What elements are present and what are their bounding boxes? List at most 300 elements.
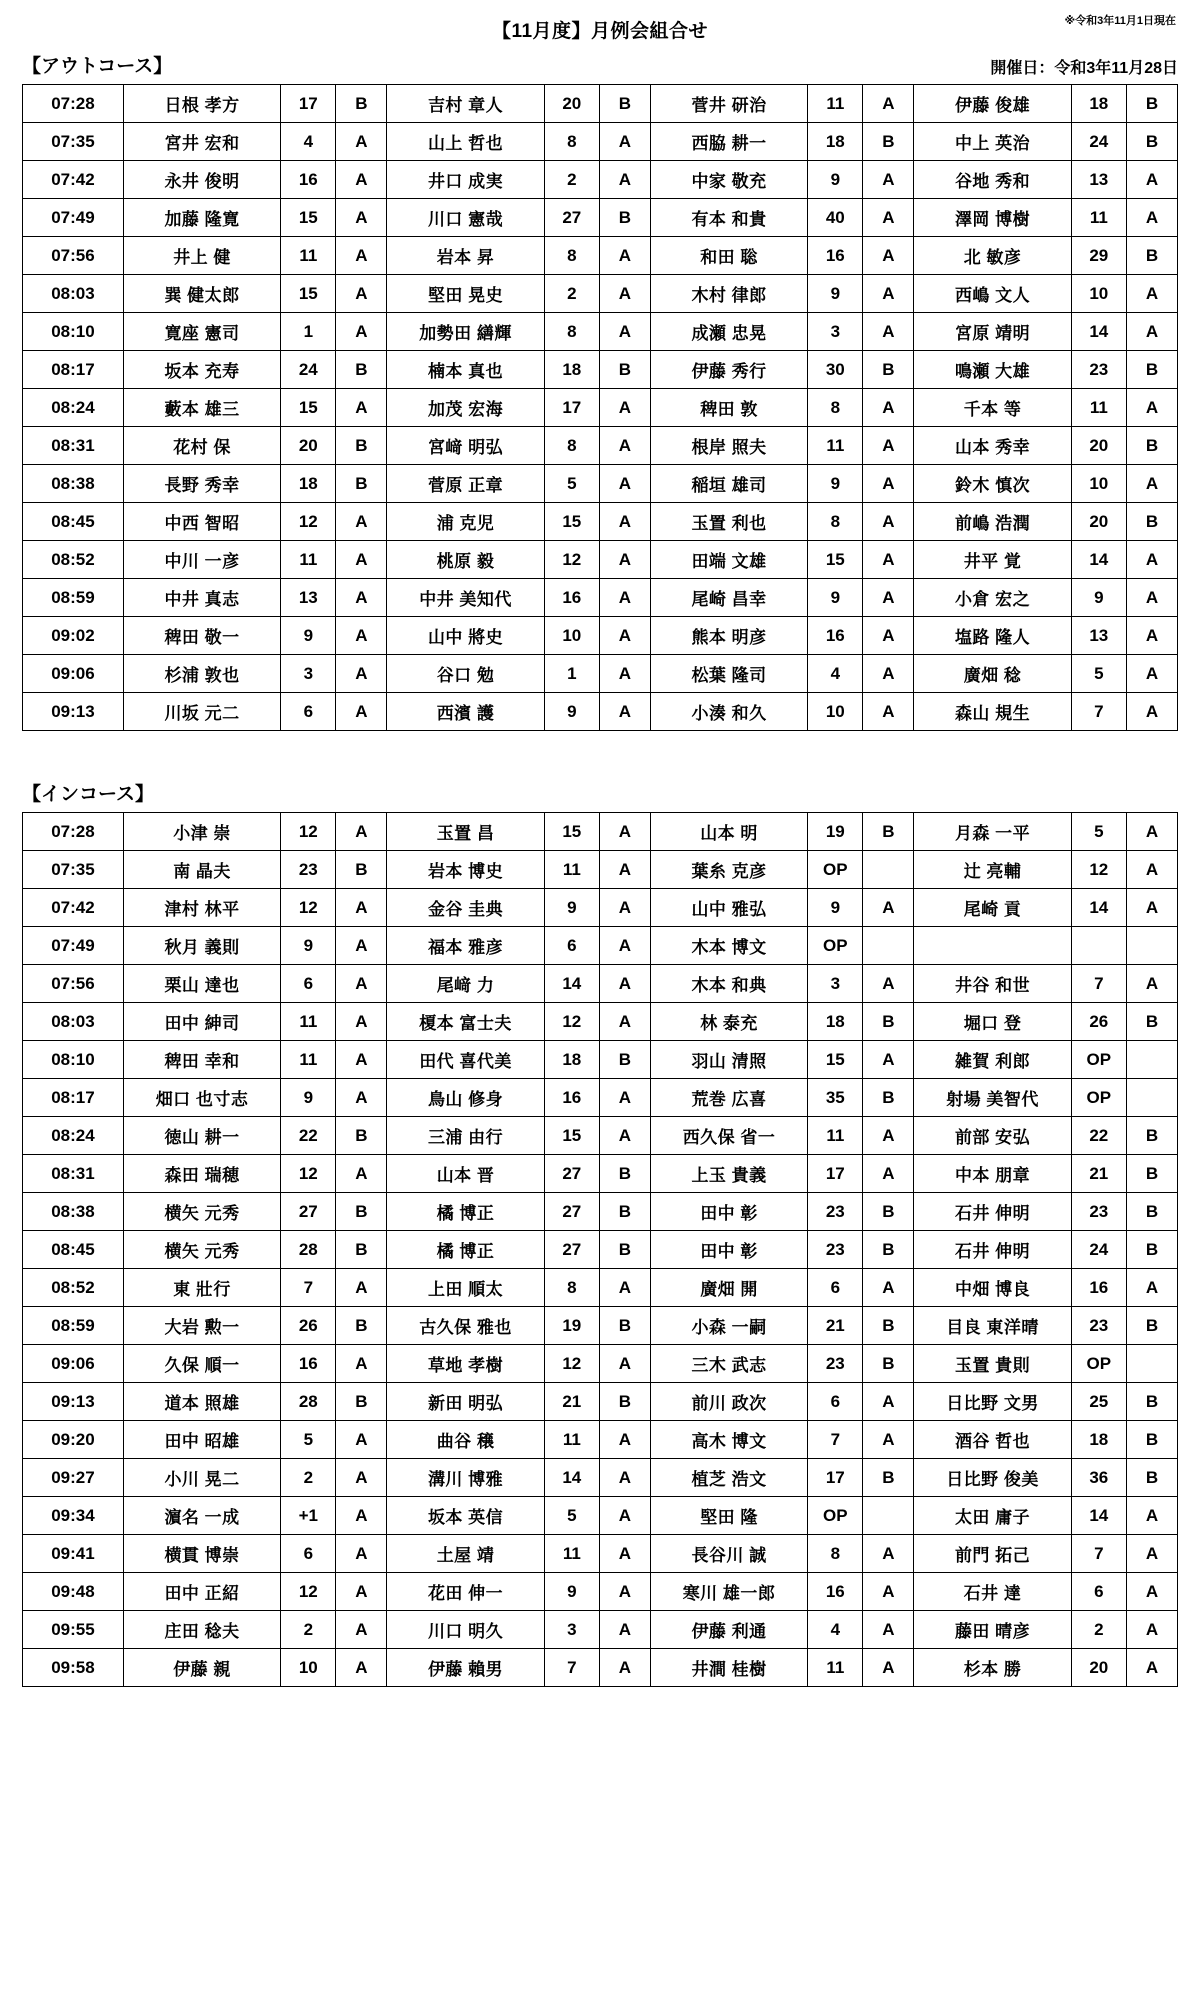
player-name-cell: 加茂 宏海	[387, 389, 544, 427]
player-class-cell: B	[1126, 1117, 1177, 1155]
player-name-cell: 加藤 隆寛	[123, 199, 280, 237]
player-handicap-cell: 7	[1071, 693, 1126, 731]
player-handicap-cell: 16	[281, 161, 336, 199]
player-name-cell: 庄田 稔夫	[123, 1611, 280, 1649]
player-name-cell: 前川 政次	[650, 1383, 807, 1421]
player-class-cell: A	[1126, 889, 1177, 927]
player-handicap-cell: 1	[544, 655, 599, 693]
player-handicap-cell: 27	[281, 1193, 336, 1231]
player-name-cell: 新田 明弘	[387, 1383, 544, 1421]
player-class-cell: A	[599, 427, 650, 465]
player-class-cell: B	[336, 351, 387, 389]
player-class-cell: B	[336, 1307, 387, 1345]
tee-time-cell: 08:24	[23, 1117, 124, 1155]
player-handicap-cell: 2	[544, 161, 599, 199]
table-row	[23, 889, 1178, 927]
player-handicap-cell: 9	[808, 161, 863, 199]
player-name-cell: 中家 敬充	[650, 161, 807, 199]
player-handicap-cell: 20	[1071, 427, 1126, 465]
player-class-cell: A	[599, 1079, 650, 1117]
player-name-cell: 川坂 元二	[123, 693, 280, 731]
player-name-cell: 小津 崇	[123, 813, 280, 851]
player-handicap-cell: 21	[808, 1307, 863, 1345]
player-name-cell: 荒巻 広喜	[650, 1079, 807, 1117]
player-handicap-cell: 7	[544, 1649, 599, 1687]
player-handicap-cell: 4	[808, 655, 863, 693]
player-class-cell: B	[336, 851, 387, 889]
player-class-cell: B	[1126, 503, 1177, 541]
player-name-cell: 南 晶夫	[123, 851, 280, 889]
player-handicap-cell: 19	[544, 1307, 599, 1345]
player-class-cell: A	[1126, 275, 1177, 313]
player-handicap-cell: 12	[544, 541, 599, 579]
player-name-cell: 石井 伸明	[914, 1231, 1071, 1269]
player-class-cell: B	[1126, 1231, 1177, 1269]
player-name-cell: 川口 明久	[387, 1611, 544, 1649]
player-handicap-cell: 8	[544, 313, 599, 351]
player-name-cell: 伊藤 秀行	[650, 351, 807, 389]
table-row	[23, 237, 1178, 275]
player-handicap-cell: 18	[1071, 85, 1126, 123]
player-handicap-cell: 8	[544, 427, 599, 465]
player-class-cell: A	[863, 1269, 914, 1307]
player-class-cell	[863, 927, 914, 965]
player-handicap-cell: 15	[544, 813, 599, 851]
player-class-cell	[863, 851, 914, 889]
player-class-cell	[1126, 927, 1177, 965]
tee-time-cell: 08:52	[23, 1269, 124, 1307]
player-handicap-cell: 18	[544, 351, 599, 389]
player-class-cell: A	[336, 965, 387, 1003]
player-name-cell: 中本 朋章	[914, 1155, 1071, 1193]
tee-time-cell: 08:38	[23, 1193, 124, 1231]
player-handicap-cell: 10	[808, 693, 863, 731]
player-class-cell: B	[599, 1041, 650, 1079]
out-course-label: 【アウトコース】	[22, 56, 173, 77]
table-row	[23, 579, 1178, 617]
table-row	[23, 1079, 1178, 1117]
tee-time-cell: 07:35	[23, 851, 124, 889]
player-handicap-cell: 9	[544, 693, 599, 731]
table-row	[23, 617, 1178, 655]
player-class-cell: B	[599, 85, 650, 123]
player-handicap-cell: 23	[808, 1193, 863, 1231]
player-name-cell	[914, 927, 1071, 965]
player-class-cell: B	[1126, 1421, 1177, 1459]
table-row	[23, 1421, 1178, 1459]
player-name-cell: 葉糸 克彦	[650, 851, 807, 889]
player-handicap-cell: 3	[544, 1611, 599, 1649]
player-name-cell: 澤岡 博樹	[914, 199, 1071, 237]
player-handicap-cell: 26	[281, 1307, 336, 1345]
player-handicap-cell: 11	[808, 1117, 863, 1155]
player-handicap-cell: 20	[1071, 503, 1126, 541]
player-name-cell: 橘 博正	[387, 1231, 544, 1269]
player-handicap-cell: 17	[808, 1155, 863, 1193]
player-handicap-cell: +1	[281, 1497, 336, 1535]
player-name-cell: 西嶋 文人	[914, 275, 1071, 313]
player-name-cell: 横貫 博崇	[123, 1535, 280, 1573]
tee-time-cell: 09:13	[23, 1383, 124, 1421]
player-handicap-cell: 8	[808, 1535, 863, 1573]
player-handicap-cell: 18	[808, 1003, 863, 1041]
player-name-cell: 上田 順太	[387, 1269, 544, 1307]
tee-time-cell: 09:13	[23, 693, 124, 731]
player-class-cell: A	[599, 465, 650, 503]
table-row	[23, 1269, 1178, 1307]
player-handicap-cell: 35	[808, 1079, 863, 1117]
table-row	[23, 1003, 1178, 1041]
player-class-cell: A	[599, 541, 650, 579]
player-name-cell: 山本 晋	[387, 1155, 544, 1193]
player-class-cell: A	[599, 965, 650, 1003]
player-name-cell: 菅原 正章	[387, 465, 544, 503]
player-name-cell: 徳山 耕一	[123, 1117, 280, 1155]
player-handicap-cell: 23	[808, 1231, 863, 1269]
player-name-cell: 寒川 雄一郎	[650, 1573, 807, 1611]
player-handicap-cell: 24	[1071, 1231, 1126, 1269]
player-class-cell: B	[599, 1231, 650, 1269]
player-handicap-cell: 27	[544, 1155, 599, 1193]
player-handicap-cell: 9	[808, 465, 863, 503]
player-class-cell: B	[599, 199, 650, 237]
player-name-cell: 中上 英治	[914, 123, 1071, 161]
player-handicap-cell: 15	[281, 275, 336, 313]
tee-time-cell: 09:34	[23, 1497, 124, 1535]
player-name-cell: 森田 瑞穂	[123, 1155, 280, 1193]
tee-time-cell: 07:49	[23, 927, 124, 965]
player-name-cell: 目良 東洋晴	[914, 1307, 1071, 1345]
player-name-cell: 古久保 雅也	[387, 1307, 544, 1345]
player-handicap-cell: 11	[808, 427, 863, 465]
player-class-cell: A	[336, 1269, 387, 1307]
player-class-cell: A	[863, 427, 914, 465]
player-class-cell: A	[1126, 579, 1177, 617]
player-handicap-cell: 5	[1071, 655, 1126, 693]
table-row	[23, 1231, 1178, 1269]
tee-time-cell: 07:56	[23, 965, 124, 1003]
player-name-cell: 井口 成実	[387, 161, 544, 199]
player-class-cell: A	[863, 1611, 914, 1649]
player-name-cell: 太田 庸子	[914, 1497, 1071, 1535]
player-class-cell: A	[599, 161, 650, 199]
player-name-cell: 高木 博文	[650, 1421, 807, 1459]
player-class-cell: A	[863, 313, 914, 351]
player-handicap-cell: OP	[1071, 1041, 1126, 1079]
player-handicap-cell: 10	[1071, 465, 1126, 503]
table-row	[23, 1041, 1178, 1079]
player-handicap-cell: 6	[808, 1383, 863, 1421]
player-handicap-cell: 5	[281, 1421, 336, 1459]
player-name-cell: 永井 俊明	[123, 161, 280, 199]
player-name-cell: 秋月 義則	[123, 927, 280, 965]
player-class-cell: A	[863, 1155, 914, 1193]
player-handicap-cell: 12	[281, 503, 336, 541]
tee-time-cell: 08:59	[23, 579, 124, 617]
player-name-cell: 田中 正紹	[123, 1573, 280, 1611]
table-row	[23, 465, 1178, 503]
player-name-cell: 伊藤 利通	[650, 1611, 807, 1649]
player-handicap-cell: 13	[281, 579, 336, 617]
player-handicap-cell: 11	[544, 1535, 599, 1573]
table-row	[23, 427, 1178, 465]
player-name-cell: 山本 秀幸	[914, 427, 1071, 465]
player-class-cell: B	[599, 351, 650, 389]
player-handicap-cell: 28	[281, 1231, 336, 1269]
player-handicap-cell: 12	[544, 1003, 599, 1041]
tee-time-cell: 08:10	[23, 313, 124, 351]
player-class-cell: B	[1126, 123, 1177, 161]
player-name-cell: 楠本 真也	[387, 351, 544, 389]
player-class-cell: A	[336, 1041, 387, 1079]
player-class-cell: B	[336, 465, 387, 503]
player-handicap-cell: OP	[808, 1497, 863, 1535]
player-handicap-cell: 4	[808, 1611, 863, 1649]
player-name-cell: 木村 律郎	[650, 275, 807, 313]
player-class-cell: B	[863, 1459, 914, 1497]
player-handicap-cell: 24	[1071, 123, 1126, 161]
player-handicap-cell: 16	[281, 1345, 336, 1383]
player-handicap-cell: 11	[1071, 199, 1126, 237]
player-handicap-cell: 18	[544, 1041, 599, 1079]
player-class-cell: A	[336, 1459, 387, 1497]
player-name-cell: 松葉 隆司	[650, 655, 807, 693]
player-class-cell: A	[863, 1421, 914, 1459]
player-name-cell: 中井 美知代	[387, 579, 544, 617]
player-name-cell: 金谷 圭典	[387, 889, 544, 927]
player-name-cell: 千本 等	[914, 389, 1071, 427]
table-row	[23, 813, 1178, 851]
player-name-cell: 伊藤 賴男	[387, 1649, 544, 1687]
table-row	[23, 693, 1178, 731]
player-handicap-cell: 11	[281, 237, 336, 275]
player-class-cell: A	[863, 465, 914, 503]
player-handicap-cell: 17	[808, 1459, 863, 1497]
player-class-cell: A	[863, 889, 914, 927]
player-class-cell: B	[1126, 1307, 1177, 1345]
player-handicap-cell: 23	[808, 1345, 863, 1383]
player-name-cell: 稗田 敦	[650, 389, 807, 427]
table-row	[23, 161, 1178, 199]
player-name-cell: 田端 文雄	[650, 541, 807, 579]
player-class-cell: B	[1126, 1155, 1177, 1193]
player-name-cell: 尾崎 貢	[914, 889, 1071, 927]
player-handicap-cell: 2	[544, 275, 599, 313]
player-handicap-cell: 6	[281, 965, 336, 1003]
player-class-cell	[1126, 1079, 1177, 1117]
player-handicap-cell: 12	[281, 1573, 336, 1611]
player-name-cell: 羽山 清照	[650, 1041, 807, 1079]
player-name-cell: 桃原 毅	[387, 541, 544, 579]
player-class-cell: A	[863, 503, 914, 541]
tee-time-cell: 08:59	[23, 1307, 124, 1345]
player-class-cell: B	[336, 85, 387, 123]
player-handicap-cell: 9	[544, 889, 599, 927]
table-row	[23, 389, 1178, 427]
player-name-cell: 小倉 宏之	[914, 579, 1071, 617]
player-name-cell: 林 泰充	[650, 1003, 807, 1041]
player-handicap-cell: 15	[281, 199, 336, 237]
player-name-cell: 藪本 雄三	[123, 389, 280, 427]
player-handicap-cell: 22	[1071, 1117, 1126, 1155]
tee-time-cell: 07:35	[23, 123, 124, 161]
player-class-cell: A	[336, 1079, 387, 1117]
player-handicap-cell: 12	[281, 1155, 336, 1193]
player-name-cell: 田中 紳司	[123, 1003, 280, 1041]
player-name-cell: 草地 孝樹	[387, 1345, 544, 1383]
player-class-cell: A	[863, 275, 914, 313]
player-handicap-cell: 8	[544, 237, 599, 275]
in-course-label: 【インコース】	[22, 784, 155, 805]
tee-time-cell: 07:42	[23, 889, 124, 927]
table-row	[23, 313, 1178, 351]
player-handicap-cell: 9	[808, 579, 863, 617]
player-name-cell: 大岩 勲一	[123, 1307, 280, 1345]
player-name-cell: 吉村 章人	[387, 85, 544, 123]
table-row	[23, 85, 1178, 123]
player-name-cell: 菅井 研治	[650, 85, 807, 123]
section-spacer	[22, 731, 1178, 771]
player-class-cell: B	[863, 123, 914, 161]
player-name-cell: 鳴瀬 大雄	[914, 351, 1071, 389]
player-handicap-cell: 12	[281, 813, 336, 851]
tee-time-cell: 09:27	[23, 1459, 124, 1497]
player-handicap-cell: OP	[1071, 1345, 1126, 1383]
player-handicap-cell: 7	[281, 1269, 336, 1307]
player-name-cell: 西濱 護	[387, 693, 544, 731]
tee-time-cell: 09:58	[23, 1649, 124, 1687]
player-class-cell: A	[599, 1497, 650, 1535]
player-handicap-cell: 36	[1071, 1459, 1126, 1497]
player-name-cell: 山上 哲也	[387, 123, 544, 161]
player-name-cell: 山中 將史	[387, 617, 544, 655]
player-name-cell: 土屋 靖	[387, 1535, 544, 1573]
player-class-cell: B	[863, 1079, 914, 1117]
player-handicap-cell: 6	[281, 1535, 336, 1573]
player-handicap-cell: 16	[544, 1079, 599, 1117]
player-class-cell: A	[1126, 813, 1177, 851]
player-handicap-cell: 7	[1071, 965, 1126, 1003]
player-handicap-cell: 8	[544, 1269, 599, 1307]
player-handicap-cell: 14	[1071, 1497, 1126, 1535]
player-handicap-cell: 15	[544, 1117, 599, 1155]
player-class-cell: A	[599, 1535, 650, 1573]
out-course-table	[22, 84, 1178, 731]
player-class-cell: A	[1126, 1573, 1177, 1611]
table-row	[23, 123, 1178, 161]
tee-time-cell: 08:17	[23, 351, 124, 389]
player-name-cell: 巽 健太郎	[123, 275, 280, 313]
player-name-cell: 三浦 由行	[387, 1117, 544, 1155]
tee-time-cell: 08:03	[23, 1003, 124, 1041]
player-name-cell: 岩本 昇	[387, 237, 544, 275]
player-class-cell: B	[336, 1231, 387, 1269]
player-class-cell: A	[336, 1421, 387, 1459]
player-class-cell: A	[336, 389, 387, 427]
player-handicap-cell: 11	[1071, 389, 1126, 427]
player-handicap-cell: 10	[281, 1649, 336, 1687]
player-class-cell: B	[1126, 427, 1177, 465]
player-class-cell: B	[1126, 1003, 1177, 1041]
player-name-cell: 長谷川 誠	[650, 1535, 807, 1573]
player-name-cell: 中井 真志	[123, 579, 280, 617]
player-handicap-cell: 13	[1071, 161, 1126, 199]
player-class-cell: A	[336, 503, 387, 541]
tee-time-cell: 09:06	[23, 655, 124, 693]
player-class-cell: A	[599, 237, 650, 275]
player-class-cell: B	[1126, 237, 1177, 275]
player-handicap-cell: 23	[1071, 351, 1126, 389]
table-row	[23, 541, 1178, 579]
player-name-cell: 玉置 利也	[650, 503, 807, 541]
player-name-cell: 田中 彰	[650, 1231, 807, 1269]
player-handicap-cell: 27	[544, 199, 599, 237]
player-class-cell: A	[336, 813, 387, 851]
player-name-cell: 福本 雅彦	[387, 927, 544, 965]
player-name-cell: 三木 武志	[650, 1345, 807, 1383]
player-class-cell: A	[599, 813, 650, 851]
player-name-cell: 久保 順一	[123, 1345, 280, 1383]
in-course-table	[22, 812, 1178, 1687]
player-handicap-cell: 20	[1071, 1649, 1126, 1687]
player-handicap-cell: 16	[808, 617, 863, 655]
player-class-cell: A	[599, 1345, 650, 1383]
player-class-cell: A	[599, 927, 650, 965]
player-handicap-cell: 24	[281, 351, 336, 389]
player-class-cell: A	[863, 237, 914, 275]
player-class-cell: B	[1126, 351, 1177, 389]
player-class-cell: B	[1126, 1193, 1177, 1231]
player-class-cell: B	[863, 1307, 914, 1345]
table-row	[23, 1535, 1178, 1573]
player-name-cell: 宮﨑 明弘	[387, 427, 544, 465]
tee-time-cell: 09:55	[23, 1611, 124, 1649]
player-handicap-cell: 9	[281, 617, 336, 655]
player-handicap-cell: 11	[808, 85, 863, 123]
player-name-cell: 木本 博文	[650, 927, 807, 965]
player-handicap-cell: 30	[808, 351, 863, 389]
player-class-cell: A	[863, 617, 914, 655]
player-class-cell: A	[599, 1573, 650, 1611]
player-name-cell: 溝川 博雅	[387, 1459, 544, 1497]
player-handicap-cell: 12	[544, 1345, 599, 1383]
tee-time-cell: 09:20	[23, 1421, 124, 1459]
player-handicap-cell: 27	[544, 1193, 599, 1231]
player-handicap-cell: 6	[808, 1269, 863, 1307]
player-class-cell: B	[599, 1155, 650, 1193]
player-class-cell: A	[863, 1383, 914, 1421]
player-name-cell: 月森 一平	[914, 813, 1071, 851]
player-handicap-cell: 21	[1071, 1155, 1126, 1193]
player-handicap-cell: 2	[281, 1459, 336, 1497]
table-row	[23, 965, 1178, 1003]
table-row	[23, 655, 1178, 693]
player-name-cell: 横矢 元秀	[123, 1231, 280, 1269]
in-course-header	[22, 779, 1178, 806]
table-row	[23, 1573, 1178, 1611]
player-name-cell: 宮井 宏和	[123, 123, 280, 161]
player-name-cell: 根岸 照夫	[650, 427, 807, 465]
player-name-cell: 植芝 浩文	[650, 1459, 807, 1497]
player-handicap-cell: 14	[1071, 313, 1126, 351]
table-row	[23, 1459, 1178, 1497]
player-handicap-cell: 5	[544, 1497, 599, 1535]
player-handicap-cell: 19	[808, 813, 863, 851]
player-name-cell: 山本 明	[650, 813, 807, 851]
player-handicap-cell: 11	[281, 1003, 336, 1041]
player-name-cell: 杉本 勝	[914, 1649, 1071, 1687]
player-class-cell: A	[599, 1117, 650, 1155]
